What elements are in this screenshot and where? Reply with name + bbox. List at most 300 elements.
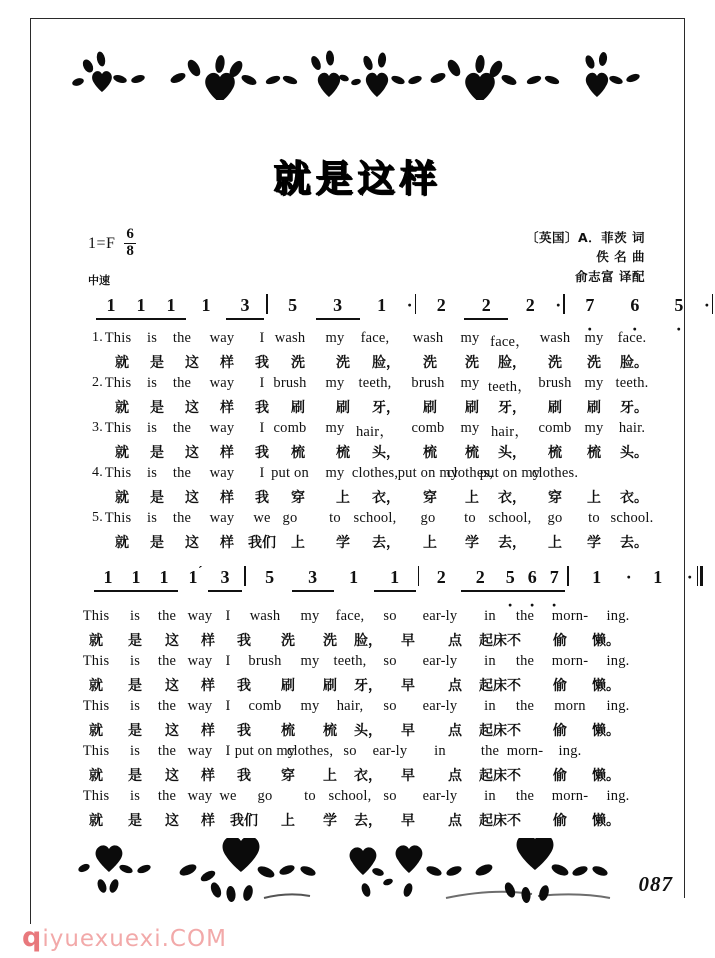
lyric-word: my: [300, 698, 320, 714]
lyric-word: 我: [237, 633, 251, 649]
lyric-word: 样: [201, 678, 215, 694]
lyric-word: clothes,: [286, 743, 334, 759]
lyric-word: 我: [237, 768, 251, 784]
lyric-word: put on: [271, 465, 309, 481]
lyric-word: 起床不: [479, 768, 521, 784]
lyric-word: so: [383, 653, 397, 669]
lyric-word: my: [584, 330, 604, 346]
lyric-word: This: [82, 653, 110, 669]
duration-dot: ·: [703, 295, 710, 315]
lyric-word: 我: [255, 400, 269, 416]
key-signature: 1=F: [88, 235, 116, 253]
lyric-word: 洗: [548, 355, 562, 371]
lyric-word: wash: [539, 330, 571, 346]
lyric-word: 衣，: [372, 490, 400, 506]
lyric-word: teeth,: [333, 653, 367, 669]
time-signature: [124, 227, 136, 260]
lyric-word: brush: [538, 375, 572, 391]
lyric-word: we: [219, 788, 237, 804]
lyric-word: 牙，: [354, 678, 382, 694]
verse-number: 1.: [92, 330, 103, 345]
lyric-word: way: [187, 653, 213, 669]
lyric-word: 刷: [587, 400, 601, 416]
lyric-word: 我: [237, 678, 251, 694]
lyric-word: 点: [448, 678, 462, 694]
lyric-word: ing.: [606, 698, 630, 714]
lyric-word: way: [187, 788, 213, 804]
lyric-word: 梳: [291, 445, 305, 461]
lyric-word: is: [146, 465, 158, 481]
lyric-word: I: [225, 653, 231, 669]
note-1: 1: [653, 567, 663, 587]
duration-dot: ·: [406, 295, 413, 315]
lyric-word: I: [225, 608, 231, 624]
lyric-word: 就: [89, 723, 103, 739]
lyric-word: 去，: [498, 535, 526, 551]
note-1: 1: [96, 295, 126, 316]
lyric-word: put on my: [234, 743, 296, 759]
lyric-word: 梳: [548, 445, 562, 461]
lyric-word: way: [187, 608, 213, 624]
credit-translator: 俞志富 译配: [575, 268, 645, 284]
lyric-word: 是: [150, 355, 164, 371]
note-1: 1: [150, 567, 178, 588]
lyric-word: is: [146, 420, 158, 436]
note-1: 1: [377, 295, 387, 315]
lyric-word: school,: [328, 788, 372, 804]
lyric-word: the: [172, 375, 192, 391]
lyric-word: the: [172, 420, 192, 436]
lyric-word: 学: [587, 535, 601, 551]
lyric-word: 早: [401, 723, 415, 739]
lyric-word: 牙，: [498, 400, 526, 416]
credit-composer: 佚 名 曲: [596, 249, 645, 265]
lyric-word: 刷: [423, 400, 437, 416]
lyric-word: This: [104, 375, 132, 391]
lyric-word: 我: [255, 490, 269, 506]
lyric-word: go: [547, 510, 563, 526]
duration-dot: ·: [625, 567, 632, 587]
lyric-word: hair，: [355, 424, 395, 440]
lyric-word: 上: [587, 490, 601, 506]
meter-denominator: 8: [126, 242, 134, 259]
note-3: 3: [292, 567, 334, 588]
lyric-word: 衣，: [498, 490, 526, 506]
lyric-word: the: [172, 330, 192, 346]
lyric-word: in: [434, 743, 446, 759]
lyric-word: 脸，: [354, 633, 382, 649]
lyric-word: teeth.: [615, 375, 649, 391]
lyric-word: 是: [128, 768, 142, 784]
lyric-word: 洗: [336, 355, 350, 371]
lyric-word: morn-: [506, 743, 544, 759]
lyric-word: 学: [465, 535, 479, 551]
lyric-word: 样: [220, 400, 234, 416]
lyric-word: 梳: [281, 723, 295, 739]
lyric-word: so: [343, 743, 357, 759]
lyric-word: 头，: [372, 445, 400, 461]
lyric-word: brush: [411, 375, 445, 391]
lyric-word: This: [82, 743, 110, 759]
lyric-word: 上: [465, 490, 479, 506]
lyric-word: school.: [610, 510, 654, 526]
lyric-word: 是: [150, 490, 164, 506]
lyric-word: 穿: [291, 490, 305, 506]
lyric-word: 梳: [336, 445, 350, 461]
ornament-top-band: [0, 38, 715, 100]
lyric-word: 刷: [323, 678, 337, 694]
lyric-word: the: [515, 698, 535, 714]
lyric-word: to: [304, 788, 316, 804]
lyric-word: 起床不: [479, 678, 521, 694]
lyric-word: the: [172, 510, 192, 526]
lyric-word: 衣。: [620, 490, 648, 506]
lyric-word: morn: [554, 698, 586, 714]
note-2: 2: [436, 567, 446, 587]
lyric-word: 样: [201, 768, 215, 784]
verse-number: 3.: [92, 420, 103, 435]
lyric-word: my: [300, 608, 320, 624]
lyric-word: 学: [336, 535, 350, 551]
lyric-word: 洗: [587, 355, 601, 371]
lyric-word: 我: [255, 355, 269, 371]
lyric-word: 样: [220, 490, 234, 506]
note-1: 1: [156, 295, 186, 316]
lyric-word: my: [325, 420, 345, 436]
lyric-word: 刷: [291, 400, 305, 416]
note-5: 5 ·: [657, 295, 701, 316]
lyric-word: in: [484, 788, 496, 804]
lyric-word: comb: [538, 420, 572, 436]
lyric-word: to: [329, 510, 341, 526]
lyric-word: 就: [115, 445, 129, 461]
lyric-word: 穿: [548, 490, 562, 506]
lyric-word: my: [460, 375, 480, 391]
barline: [563, 294, 565, 314]
ornament-bottom-band: [0, 838, 715, 904]
lyric-word: the: [172, 465, 192, 481]
lyric-word: my: [460, 330, 480, 346]
lyric-word: face.: [617, 330, 647, 346]
lyric-word: This: [104, 330, 132, 346]
lyric-word: way: [187, 698, 213, 714]
lyric-word: clothes,: [351, 465, 399, 481]
lyric-word: 洗: [291, 355, 305, 371]
lyric-word: 穿: [423, 490, 437, 506]
note-1: 1: [122, 567, 150, 588]
lyric-word: 去。: [620, 535, 648, 551]
note-7: 7 ·: [543, 567, 565, 588]
lyric-word: 是: [150, 535, 164, 551]
lyric-word: 是: [128, 633, 142, 649]
lyric-word: This: [104, 420, 132, 436]
lyric-word: 就: [89, 813, 103, 829]
lyric-word: 刷: [281, 678, 295, 694]
lyric-word: 就: [115, 490, 129, 506]
lyric-word: way: [209, 330, 235, 346]
lyric-word: 脸。: [620, 355, 648, 371]
note-5: 5 ·: [499, 567, 521, 588]
note-1: 1: [94, 567, 122, 588]
lyric-word: school,: [488, 510, 532, 526]
lyric-word: 这: [165, 813, 179, 829]
lyric-word: wash: [274, 330, 306, 346]
lyric-word: 牙，: [372, 400, 400, 416]
lyric-word: so: [383, 788, 397, 804]
note-3: 3: [208, 567, 242, 588]
site-watermark: [22, 922, 227, 953]
lyric-word: the: [515, 788, 535, 804]
lyric-word: 点: [448, 633, 462, 649]
lyric-word: hair,: [336, 698, 364, 714]
meter-numerator: 6: [126, 226, 134, 242]
lyric-word: 上: [281, 813, 295, 829]
lyric-word: ing.: [606, 653, 630, 669]
lyric-word: 是: [128, 813, 142, 829]
note-1: 1: [374, 567, 416, 588]
lyric-word: 就: [115, 355, 129, 371]
lyric-word: 样: [201, 633, 215, 649]
lyric-word: 我们: [248, 535, 276, 551]
lyric-word: 懒。: [592, 723, 620, 739]
lyric-word: 起床不: [479, 813, 521, 829]
lyric-word: 梳: [465, 445, 479, 461]
lyric-word: 偷: [553, 768, 567, 784]
lyric-word: 这: [165, 678, 179, 694]
lyric-word: 去，: [354, 813, 382, 829]
lyric-word: 上: [323, 768, 337, 784]
lyric-word: my: [584, 375, 604, 391]
duration-dot: ·: [555, 295, 562, 315]
lyric-word: 懒。: [592, 813, 620, 829]
note-6: 6 ·: [613, 295, 657, 316]
lyric-word: 这: [185, 535, 199, 551]
lyric-word: go: [257, 788, 273, 804]
lyric-word: 穿: [281, 768, 295, 784]
lyric-word: I: [259, 375, 265, 391]
lyric-word: 脸，: [498, 355, 526, 371]
lyric-word: 梳: [587, 445, 601, 461]
lyric-word: is: [129, 788, 141, 804]
note-7: 7 ·: [567, 295, 613, 316]
note-2: 2: [525, 295, 535, 315]
lyric-word: 起床不: [479, 723, 521, 739]
lyric-word: ing.: [606, 788, 630, 804]
lyric-word: the: [157, 608, 177, 624]
lyric-word: 上: [423, 535, 437, 551]
lyric-word: I: [259, 465, 265, 481]
lyric-word: 是: [150, 445, 164, 461]
lyric-word: morn-: [551, 608, 589, 624]
lyric-word: 洗: [465, 355, 479, 371]
key-and-meter: [88, 228, 136, 261]
lyric-word: 上: [548, 535, 562, 551]
lyric-word: 起床不: [479, 633, 521, 649]
lyric-word: my: [325, 375, 345, 391]
lyric-word: 这: [165, 768, 179, 784]
lyric-word: 洗: [323, 633, 337, 649]
lyric-word: ear-ly: [422, 698, 458, 714]
verse-number: 5.: [92, 510, 103, 525]
lyric-word: is: [129, 698, 141, 714]
credits-block: [526, 228, 645, 286]
lyric-word: school,: [353, 510, 397, 526]
verse-number: 2.: [92, 375, 103, 390]
barline: [712, 294, 714, 314]
lyric-word: 这: [165, 633, 179, 649]
lyric-word: 样: [201, 813, 215, 829]
lyric-word: 头，: [498, 445, 526, 461]
lyric-word: comb: [273, 420, 307, 436]
lyric-word: 洗: [423, 355, 437, 371]
barline: [415, 294, 417, 314]
lyric-word: go: [420, 510, 436, 526]
lyric-word: in: [484, 653, 496, 669]
note-1: 1: [126, 295, 156, 316]
lyric-word: ing.: [558, 743, 582, 759]
lyric-word: ear-ly: [372, 743, 408, 759]
lyric-word: in: [484, 608, 496, 624]
lyric-word: face,: [335, 608, 365, 624]
lyric-word: way: [209, 465, 235, 481]
lyric-word: morn-: [551, 788, 589, 804]
lyric-word: 偷: [553, 813, 567, 829]
note-1: 1: [592, 567, 602, 587]
lyric-word: 上: [336, 490, 350, 506]
lyric-word: 这: [185, 490, 199, 506]
lyric-word: 是: [128, 723, 142, 739]
note-3: 3: [316, 295, 360, 316]
lyric-word: 头。: [620, 445, 648, 461]
lyric-word: 这: [185, 445, 199, 461]
lyric-word: put on my: [397, 465, 459, 481]
lyric-word: wash: [249, 608, 281, 624]
lyric-word: the: [157, 743, 177, 759]
lyric-word: 懒。: [592, 678, 620, 694]
tempo-marking: 中速: [88, 274, 110, 287]
lyric-word: I: [225, 698, 231, 714]
lyric-word: face，: [490, 334, 530, 350]
lyric-word: way: [187, 743, 213, 759]
note-1: 1 ´: [188, 563, 203, 587]
lyric-word: 样: [220, 445, 234, 461]
lyric-word: 这: [165, 723, 179, 739]
lyric-word: 这: [185, 355, 199, 371]
lyric-word: 上: [291, 535, 305, 551]
lyric-word: 洗: [281, 633, 295, 649]
lyric-word: teeth,: [358, 375, 392, 391]
lyric-word: the: [515, 653, 535, 669]
lyric-word: I: [259, 330, 265, 346]
lyric-word: 刷: [465, 400, 479, 416]
lyric-word: 就: [89, 678, 103, 694]
lyric-word: I: [259, 420, 265, 436]
lyric-word: the: [157, 788, 177, 804]
lyric-word: hair.: [618, 420, 646, 436]
lyric-word: comb: [248, 698, 282, 714]
lyric-word: This: [104, 465, 132, 481]
note-5: 5: [288, 295, 298, 315]
lyric-word: my: [300, 653, 320, 669]
lyric-word: is: [129, 653, 141, 669]
duration-dot: ·: [686, 567, 693, 587]
lyric-word: 衣，: [354, 768, 382, 784]
lyric-word: my: [325, 465, 345, 481]
lyric-word: ear-ly: [422, 788, 458, 804]
final-barline: [697, 566, 704, 586]
note-6: 6 ·: [521, 567, 543, 588]
lyric-word: we: [253, 510, 271, 526]
lyric-word: face,: [360, 330, 390, 346]
lyric-word: 去，: [372, 535, 400, 551]
lyric-word: the: [480, 743, 500, 759]
barline: [244, 566, 246, 586]
lyric-word: clothes.: [531, 465, 579, 481]
barline: [418, 566, 420, 586]
lyric-word: ear-ly: [422, 608, 458, 624]
lyric-word: 学: [323, 813, 337, 829]
lyric-word: put on my: [479, 465, 541, 481]
lyric-word: 就: [115, 400, 129, 416]
lyric-word: in: [484, 698, 496, 714]
lyric-word: This: [82, 608, 110, 624]
lyric-word: ing.: [606, 608, 630, 624]
lyric-word: 偷: [553, 633, 567, 649]
lyric-word: morn-: [551, 653, 589, 669]
lyric-word: 点: [448, 723, 462, 739]
verse-number: 4.: [92, 465, 103, 480]
lyric-word: clothes,: [446, 465, 494, 481]
lyric-word: 是: [128, 678, 142, 694]
lyric-word: go: [282, 510, 298, 526]
lyric-word: 脸，: [372, 355, 400, 371]
lyric-word: is: [129, 743, 141, 759]
lyric-word: my: [325, 330, 345, 346]
lyric-word: 就: [89, 633, 103, 649]
lyric-word: hair，: [490, 424, 530, 440]
notation-line-1: [96, 294, 715, 316]
note-2: 2: [464, 295, 508, 316]
lyric-word: 我们: [230, 813, 258, 829]
lyric-word: wash: [412, 330, 444, 346]
lyric-word: 是: [150, 400, 164, 416]
lyric-word: is: [146, 375, 158, 391]
barline: [266, 294, 268, 314]
lyric-word: the: [157, 698, 177, 714]
lyric-word: 早: [401, 813, 415, 829]
credit-lyricist: 〔英国〕A．菲茨 词: [525, 230, 645, 245]
note-2: 2: [436, 295, 446, 315]
lyric-word: 点: [448, 813, 462, 829]
note-5: 5: [265, 567, 275, 587]
lyric-word: 牙。: [620, 400, 648, 416]
lyric-word: 懒。: [592, 768, 620, 784]
lyric-word: to: [464, 510, 476, 526]
note-3: 3: [226, 295, 264, 316]
lyric-word: 偷: [553, 678, 567, 694]
lyric-word: 刷: [336, 400, 350, 416]
lyric-word: my: [584, 420, 604, 436]
lyric-word: I: [225, 743, 231, 759]
watermark-text: iyuexuexi.COM: [42, 926, 227, 952]
note-1: 1: [201, 295, 211, 315]
lyric-word: 懒。: [592, 633, 620, 649]
lyric-word: is: [146, 330, 158, 346]
barline: [567, 566, 569, 586]
lyric-word: This: [82, 788, 110, 804]
lyric-word: 就: [115, 535, 129, 551]
lyric-word: 早: [401, 768, 415, 784]
